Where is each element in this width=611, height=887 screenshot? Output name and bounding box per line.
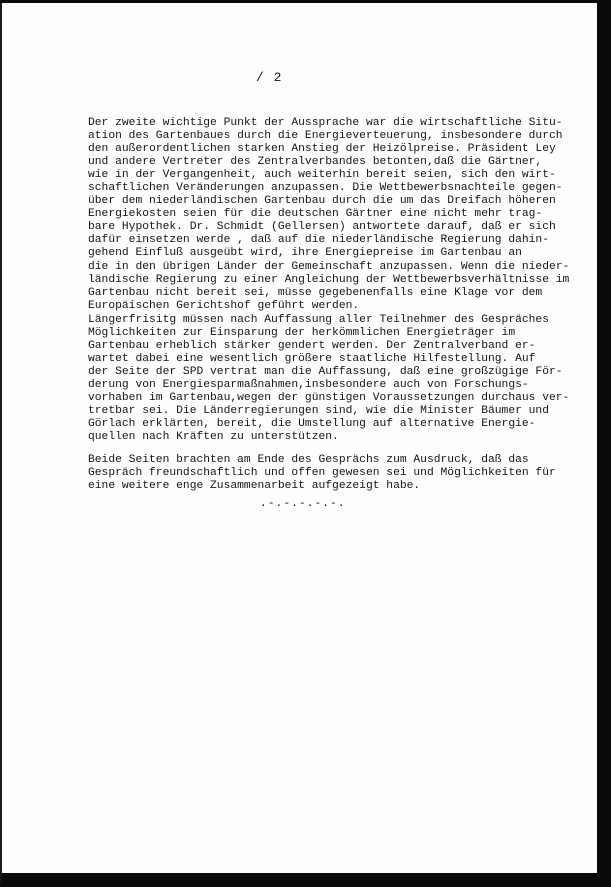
text-line: Der zweite wichtige Punkt der Aussprache war die wirtschaftliche Situ- — [88, 117, 563, 129]
text-line: dafür einsetzen werde , daß auf die niederländische Regierung dahin- — [88, 234, 549, 247]
text-line: Gespräch freundschaftlich und offen gewesen sei und Möglichkeiten für — [88, 467, 556, 480]
text-line: Görlach erklärten, bereit, die Umstellung auf alternative Energie- — [88, 418, 536, 431]
text-line: Gartenbau erheblich stärker gendert werden. Der Zentralverband er- — [88, 340, 536, 353]
text-line: tretbar sei. Die Länderregierungen sind, wie die Minister Bäumer und — [88, 405, 549, 418]
text-line: gehend Einfluß ausgeübt wird, ihre Energiepreise im Gartenbau an — [88, 247, 522, 260]
text-line: die in den übrigen Länder der Gemeinschaft anzupassen. Wenn die nieder- — [88, 260, 570, 273]
text-line: der Seite der SPD vertrat man die Auffassung, daß eine großzügige För- — [88, 366, 563, 379]
text-line: Europäischen Gerichtshof geführt werden. — [88, 299, 360, 312]
text-line: und andere Vertreter des Zentralverbandes betonten,daß die Gärtner, — [88, 156, 543, 169]
page-number: / 2 — [256, 70, 283, 85]
text-line: ländische Regierung zu einer Angleichung der Wettbewerbsverhältnisse im — [88, 273, 570, 286]
text-line: Energiekosten seien für die deutschen Gärtner eine nicht mehr trag- — [88, 208, 543, 221]
text-line: wie in der Vergangenheit, auch weiterhin bereit seien, sich den wirt- — [88, 169, 556, 182]
text-line: Beide Seiten brachten am Ende des Gesprächs zum Ausdruck, daß das — [88, 454, 529, 466]
text-line: ation des Gartenbaues durch die Energieverteuerung, insbesondere durch — [88, 130, 563, 143]
closing-mark: .-.-.-.-.-. — [260, 498, 346, 510]
text-line: schaftlichen Veränderungen anzupassen. Die Wettbewerbsnachteile gegen- — [88, 182, 563, 195]
text-line: eine weitere enge Zusammenarbeit aufgezeigt habe. — [88, 480, 421, 493]
text-line: Möglichkeiten zur Einsparung der herkömmlichen Energieträger im — [88, 327, 516, 340]
text-line: vorhaben im Gartenbau,wegen der günstigen Voraussetzungen durchaus ver- — [88, 392, 570, 405]
text-line: wartet dabei eine wesentlich größere staatliche Hilfestellung. Auf — [88, 353, 536, 366]
text-line: über dem niederländischen Gartenbau durch die um das Dreifach höheren — [88, 195, 556, 208]
text-line: derung von Energiesparmaßnahmen,insbesondere auch von Forschungs- — [88, 379, 529, 392]
paragraph-energy-costs — [88, 117, 570, 313]
paragraph-energy-savings — [88, 314, 570, 444]
text-line: Gartenbau nicht bereit sei, müsse gegebenenfalls eine Klage vor dem — [88, 286, 543, 299]
text-line: quellen nach Kräften zu unterstützen. — [88, 431, 339, 444]
text-line: bare Hypothek. Dr. Schmidt (Gellersen) antwortete darauf, daß er sich — [88, 221, 556, 234]
paragraph-conclusion — [88, 454, 558, 493]
text-line: Längerfrisitg müssen nach Auffassung aller Teilnehmer des Gespräches — [88, 314, 549, 326]
text-line: den außerordentlichen starken Anstieg der Heizölpreise. Präsident Ley — [88, 143, 556, 156]
